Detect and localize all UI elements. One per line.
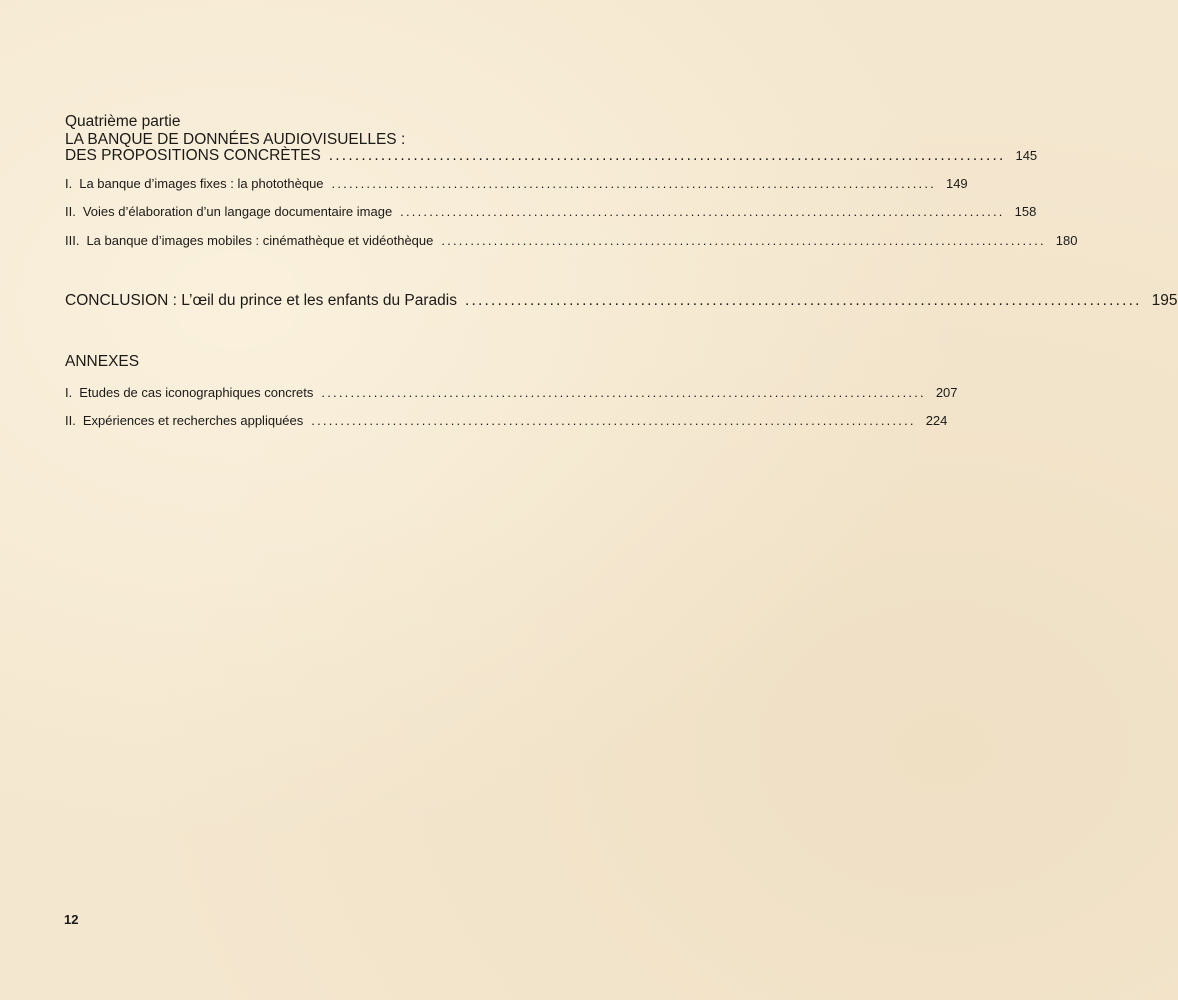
toc-entry-annex-1: [65, 385, 958, 400]
page-number: 207: [935, 385, 958, 400]
page-number: 149: [945, 176, 968, 191]
annex-title: Expériences et recherches appliquées: [82, 413, 304, 428]
page-folio: 12: [64, 912, 79, 927]
chapter-number: I.: [65, 176, 73, 191]
leader-dots: ........................................................................................................: [441, 233, 1046, 248]
toc-entry-chapter-2: [65, 204, 1037, 219]
page-number: 195: [1151, 292, 1178, 309]
toc-entry-chapter-3: [65, 233, 1078, 248]
annexes-heading: ANNEXES: [65, 353, 140, 370]
leader-dots: ........................................................................................................: [311, 413, 916, 428]
toc-entry-chapter-1: [65, 176, 968, 191]
leader-dots: ........................................................................................................: [400, 204, 1005, 219]
chapter-title: Voies d’élaboration d’un langage documentaire image: [82, 204, 393, 219]
part-label: Quatrième partie: [65, 113, 181, 130]
chapter-title: La banque d’images fixes : la photothèque: [79, 176, 324, 191]
leader-dots: ........................................................................................................: [464, 292, 1142, 309]
page-number: 180: [1055, 233, 1078, 248]
part-title-line-1: LA BANQUE DE DONNÉES AUDIOVISUELLES :: [65, 131, 406, 148]
part-title-row: [65, 147, 1038, 165]
page-number: 158: [1014, 204, 1037, 219]
conclusion-title: CONCLUSION : L’œil du prince et les enfants du Paradis: [65, 292, 457, 309]
chapter-number: II.: [65, 204, 76, 219]
toc-entry-annex-2: [65, 413, 948, 428]
chapter-title: La banque d’images mobiles : cinémathèque et vidéothèque: [86, 233, 434, 248]
annex-number: I.: [65, 385, 73, 400]
annex-number: II.: [65, 413, 76, 428]
leader-dots: ........................................................................................................: [331, 176, 936, 191]
leader-dots: ........................................................................................................: [328, 147, 1006, 164]
page-number: 224: [925, 413, 948, 428]
leader-dots: ........................................................................................................: [321, 385, 926, 400]
toc-entry-conclusion: [65, 292, 1178, 310]
annex-title: Etudes de cas iconographiques concrets: [79, 385, 314, 400]
chapter-number: III.: [65, 233, 80, 248]
part-title-line-2: DES PROPOSITIONS CONCRÈTES: [65, 147, 321, 164]
page-number: 145: [1015, 148, 1038, 163]
